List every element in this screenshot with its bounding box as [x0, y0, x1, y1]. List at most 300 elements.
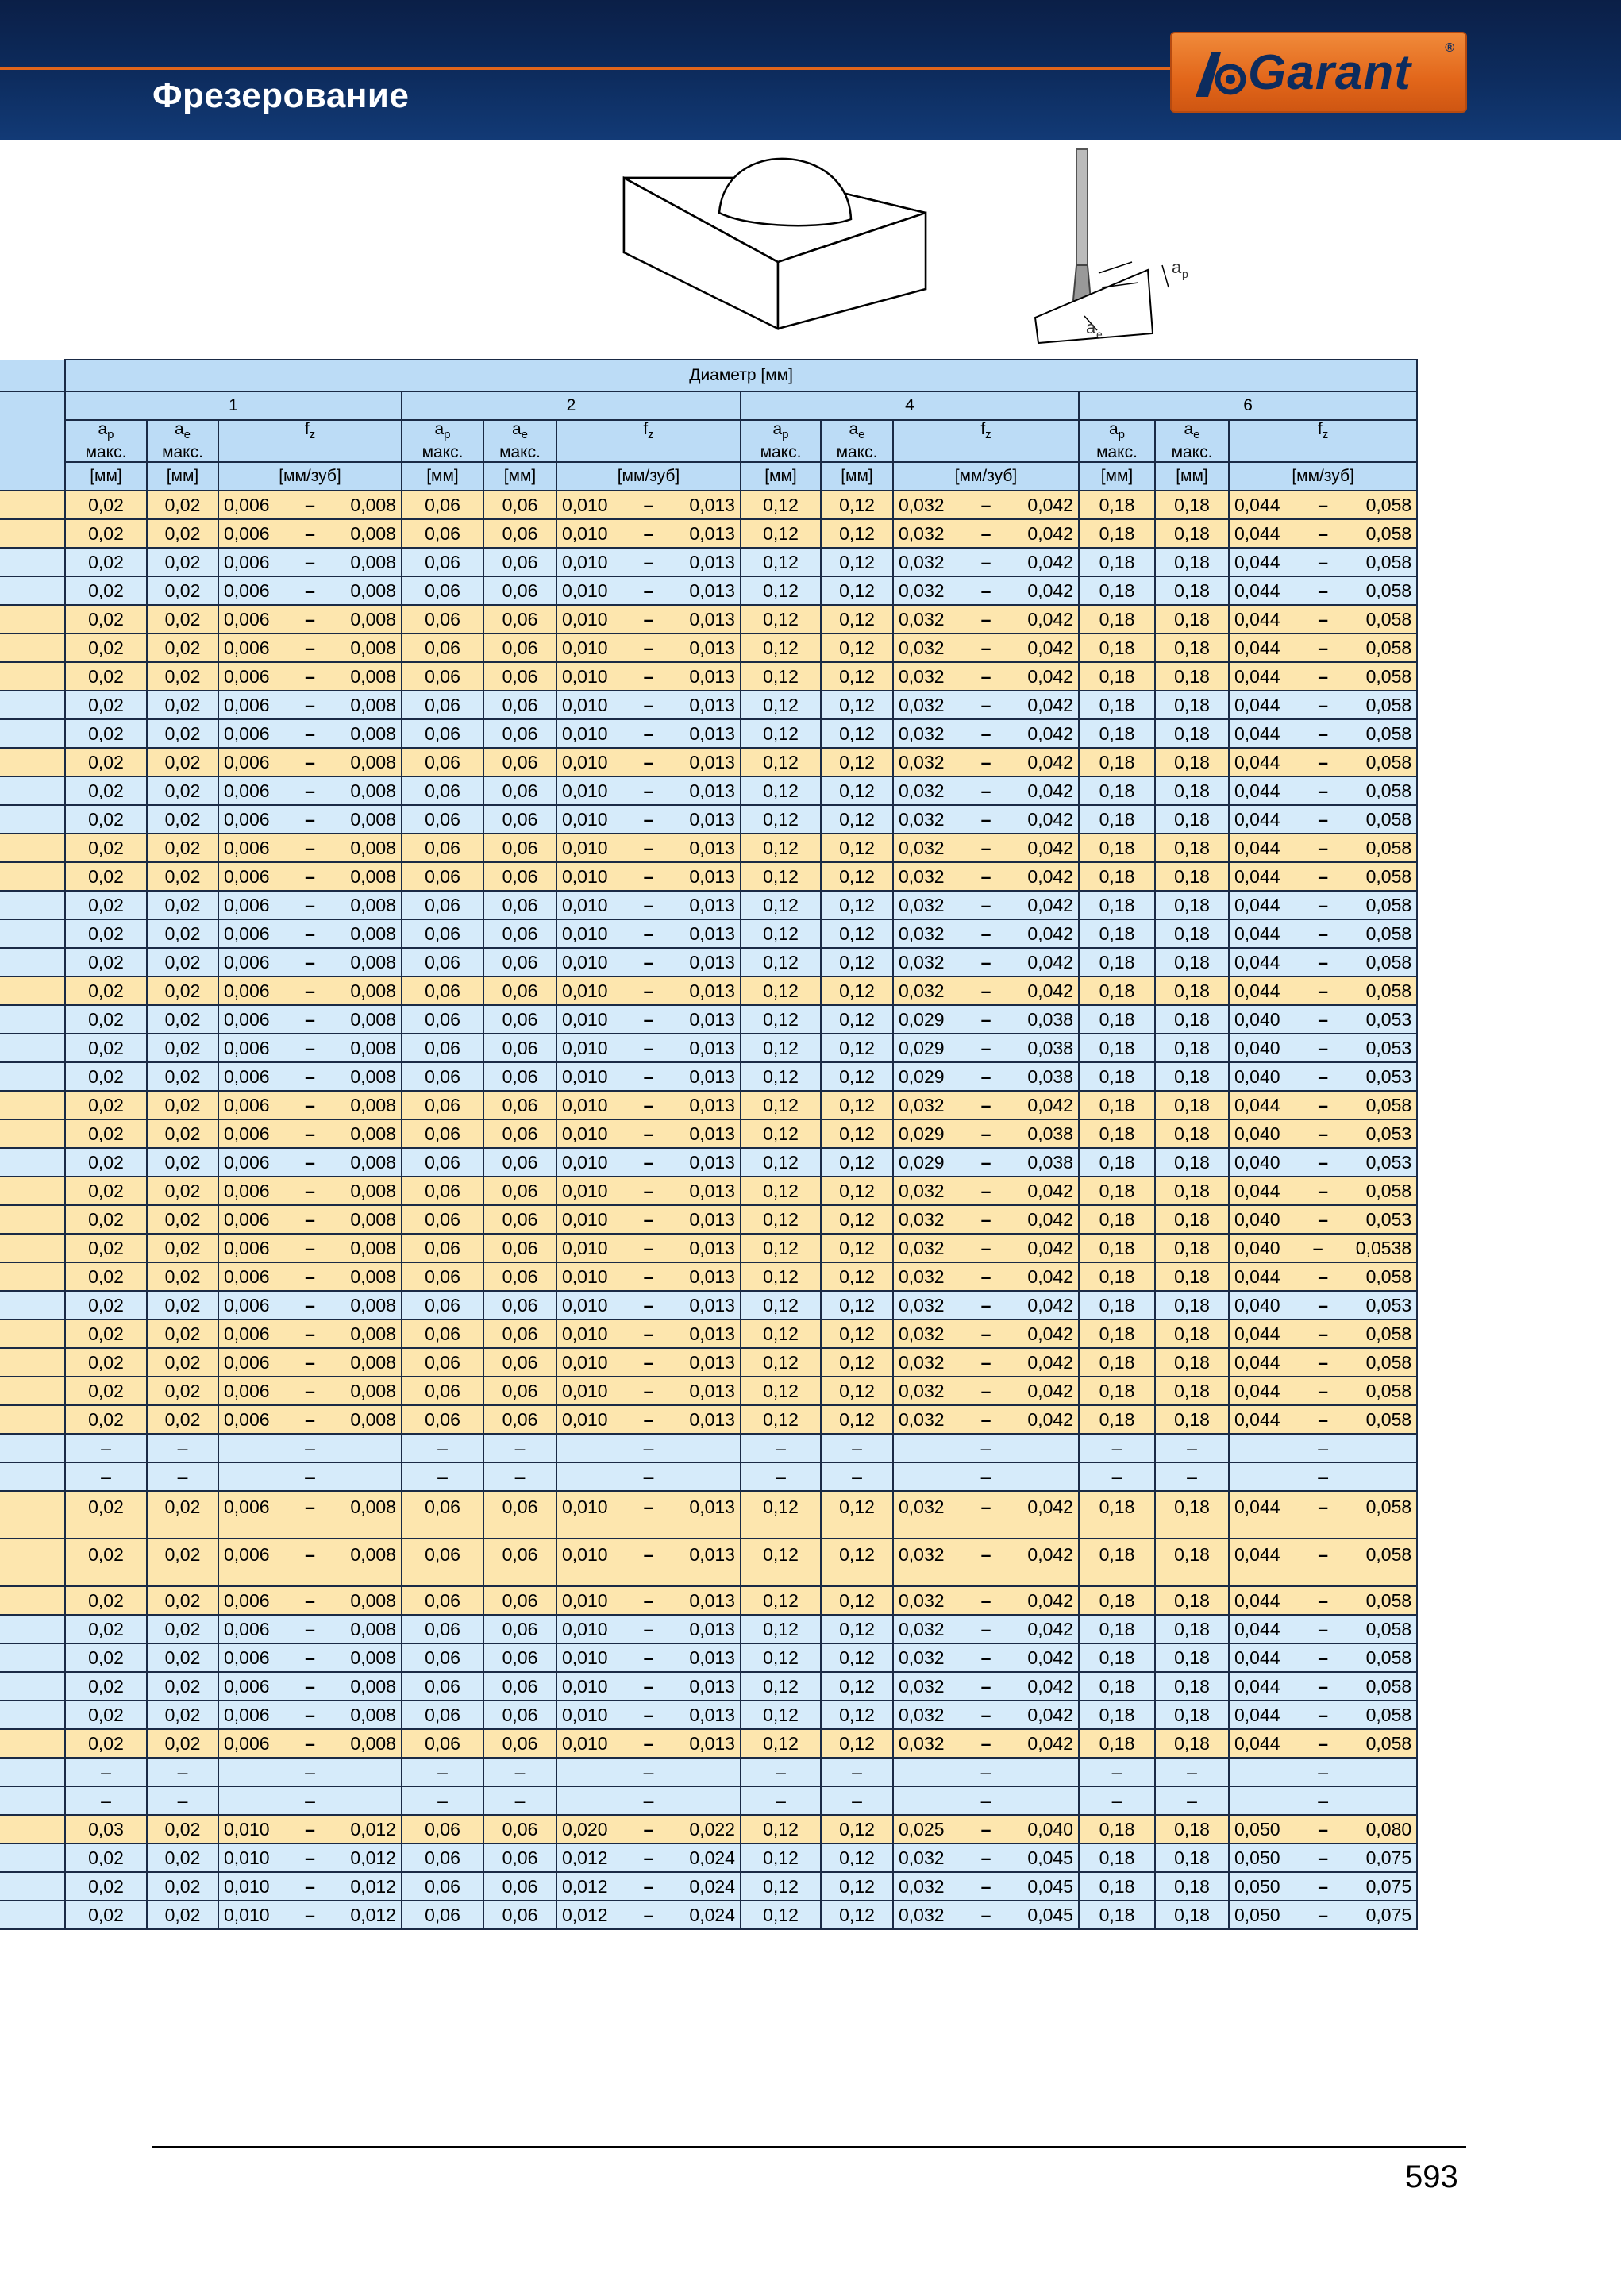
ae-cell: 0,02 [147, 1701, 218, 1729]
fz-cell: 0,006 – 0,008 [218, 1119, 402, 1148]
ae-cell: 0,12 [821, 1348, 893, 1377]
ap-cell: 0,18 [1079, 576, 1155, 605]
ap-cell: 0,06 [402, 919, 483, 948]
fz-cell: 0,032 – 0,042 [893, 1643, 1079, 1672]
ap-cell: 0,06 [402, 1643, 483, 1672]
fz-cell: – [218, 1758, 402, 1786]
ap-cell: 0,02 [65, 1091, 147, 1119]
ae-cell: 0,06 [483, 1672, 556, 1701]
ae-cell: 0,02 [147, 1843, 218, 1872]
ap-cell: 0,18 [1079, 1234, 1155, 1262]
ae-cell: 0,06 [483, 1148, 556, 1177]
fz-cell: 0,006 – 0,008 [218, 548, 402, 576]
row-stub [0, 1491, 65, 1539]
fz-cell: 0,044 – 0,058 [1229, 1405, 1417, 1434]
ae-cell: 0,02 [147, 1815, 218, 1843]
row-stub [0, 1729, 65, 1758]
ae-cell: 0,02 [147, 1119, 218, 1148]
ae-cell: 0,18 [1155, 1148, 1229, 1177]
table-row [0, 748, 1417, 776]
ae-cell: 0,12 [821, 1872, 893, 1901]
row-stub [0, 1901, 65, 1929]
table-row [0, 977, 1417, 1005]
fz-cell: 0,010 – 0,013 [556, 748, 741, 776]
ae-cell: 0,18 [1155, 1205, 1229, 1234]
ap-cell: 0,06 [402, 1672, 483, 1701]
ap-cell: 0,02 [65, 834, 147, 862]
fz-cell: 0,010 – 0,013 [556, 891, 741, 919]
fz-cell: 0,012 – 0,024 [556, 1872, 741, 1901]
ap-cell: 0,06 [402, 1815, 483, 1843]
unit-mm-header: [мм] [1155, 462, 1229, 491]
ae-cell: 0,18 [1155, 576, 1229, 605]
fz-header: $f_z$ [893, 420, 1079, 462]
ae-cell: – [483, 1758, 556, 1786]
row-stub [0, 1062, 65, 1091]
ap-cell: 0,18 [1079, 1872, 1155, 1901]
feed-rate-table [0, 359, 1418, 1930]
fz-cell: 0,044 – 0,058 [1229, 1586, 1417, 1615]
ae-cell: 0,02 [147, 891, 218, 919]
ae-cell: 0,12 [821, 1262, 893, 1291]
ap-cell: 0,12 [741, 1539, 821, 1586]
fz-cell: 0,040 – 0,053 [1229, 1148, 1417, 1177]
fz-cell: – [556, 1462, 741, 1491]
ap-cell: 0,18 [1079, 1348, 1155, 1377]
ae-cell: 0,06 [483, 1491, 556, 1539]
fz-cell: – [893, 1462, 1079, 1491]
fz-cell: 0,010 – 0,012 [218, 1872, 402, 1901]
row-stub [0, 1091, 65, 1119]
fz-cell: 0,032 – 0,042 [893, 634, 1079, 662]
ap-cell: – [741, 1462, 821, 1491]
fz-cell: 0,032 – 0,042 [893, 1491, 1079, 1539]
ae-cell: 0,02 [147, 519, 218, 548]
ap-cell: 0,02 [65, 977, 147, 1005]
fz-cell: – [556, 1758, 741, 1786]
ae-cell: 0,18 [1155, 748, 1229, 776]
ap-cell: 0,06 [402, 1901, 483, 1929]
ae-cell: 0,06 [483, 548, 556, 576]
fz-cell: 0,010 – 0,013 [556, 1205, 741, 1234]
ae-cell: 0,06 [483, 1643, 556, 1672]
ap-cell: 0,18 [1079, 1901, 1155, 1929]
ae-cell: 0,06 [483, 977, 556, 1005]
ap-cell: 0,02 [65, 748, 147, 776]
fz-cell: 0,050 – 0,075 [1229, 1872, 1417, 1901]
row-stub [0, 1786, 65, 1815]
ap-cell: 0,02 [65, 519, 147, 548]
fz-cell: 0,044 – 0,058 [1229, 1615, 1417, 1643]
row-stub [0, 1815, 65, 1843]
ap-cell: 0,18 [1079, 1034, 1155, 1062]
table-row [0, 662, 1417, 691]
ae-cell: 0,12 [821, 519, 893, 548]
ap-cell: 0,06 [402, 1205, 483, 1234]
row-stub [0, 1262, 65, 1291]
ae-cell: 0,12 [821, 662, 893, 691]
ae-cell: 0,18 [1155, 1672, 1229, 1701]
ae-cell: 0,18 [1155, 1815, 1229, 1843]
ae-cell: 0,18 [1155, 634, 1229, 662]
ae-cell: 0,18 [1155, 1901, 1229, 1929]
ap-cell: 0,06 [402, 1872, 483, 1901]
ae-cell: 0,12 [821, 1205, 893, 1234]
fz-cell: 0,044 – 0,058 [1229, 519, 1417, 548]
ap-cell: 0,12 [741, 691, 821, 719]
ae-cell: 0,12 [821, 1234, 893, 1262]
unit-mm-header: [мм] [402, 462, 483, 491]
ae-cell: 0,12 [821, 605, 893, 634]
fz-cell: 0,006 – 0,008 [218, 491, 402, 519]
ae-cell: 0,06 [483, 662, 556, 691]
ap-cell: 0,06 [402, 1234, 483, 1262]
ap-cell: 0,02 [65, 576, 147, 605]
fz-cell: 0,032 – 0,042 [893, 1234, 1079, 1262]
ap-cell: 0,12 [741, 1405, 821, 1434]
fz-cell: – [893, 1434, 1079, 1462]
ap-cell: 0,06 [402, 1348, 483, 1377]
fz-cell: 0,010 – 0,012 [218, 1843, 402, 1872]
ap-cell: 0,06 [402, 977, 483, 1005]
fz-cell: 0,006 – 0,008 [218, 519, 402, 548]
unit-mm-header: [мм] [1079, 462, 1155, 491]
ap-cell: 0,12 [741, 519, 821, 548]
ae-cell: 0,12 [821, 805, 893, 834]
ae-cell: 0,12 [821, 1177, 893, 1205]
ae-cell: 0,12 [821, 948, 893, 977]
ap-cell: 0,06 [402, 576, 483, 605]
fz-cell: 0,032 – 0,042 [893, 862, 1079, 891]
fz-cell: 0,032 – 0,042 [893, 1539, 1079, 1586]
fz-cell: 0,010 – 0,013 [556, 805, 741, 834]
fz-cell: 0,032 – 0,042 [893, 491, 1079, 519]
ap-cell: 0,06 [402, 1148, 483, 1177]
fz-cell: 0,006 – 0,008 [218, 1491, 402, 1539]
ae-label: a [1086, 318, 1096, 337]
fz-cell: 0,010 – 0,013 [556, 1319, 741, 1348]
row-stub [0, 1119, 65, 1148]
ap-cell: – [1079, 1462, 1155, 1491]
unit-mm-header: [мм] [821, 462, 893, 491]
ap-cell: 0,18 [1079, 1205, 1155, 1234]
fz-cell: 0,044 – 0,058 [1229, 776, 1417, 805]
ae-cell: 0,18 [1155, 834, 1229, 862]
row-stub [0, 862, 65, 891]
row-stub [0, 748, 65, 776]
fz-cell: 0,010 – 0,013 [556, 1091, 741, 1119]
ae-cell: 0,06 [483, 948, 556, 977]
ap-cell: 0,06 [402, 691, 483, 719]
ap-cell: 0,12 [741, 1148, 821, 1177]
fz-cell: 0,006 – 0,008 [218, 977, 402, 1005]
fz-cell: 0,012 – 0,024 [556, 1843, 741, 1872]
ap-cell: 0,18 [1079, 748, 1155, 776]
ap-cell: 0,02 [65, 1615, 147, 1643]
ap-cell: 0,18 [1079, 776, 1155, 805]
ap-cell: 0,02 [65, 1872, 147, 1901]
ap-cell: 0,06 [402, 1729, 483, 1758]
ae-cell: 0,02 [147, 1262, 218, 1291]
ae-cell: 0,06 [483, 1205, 556, 1234]
table-row [0, 1377, 1417, 1405]
ae-cell: 0,06 [483, 805, 556, 834]
fz-cell: 0,032 – 0,042 [893, 1091, 1079, 1119]
ap-cell: 0,02 [65, 1262, 147, 1291]
ap-cell: 0,12 [741, 1262, 821, 1291]
fz-cell: 0,010 – 0,013 [556, 1615, 741, 1643]
fz-cell: 0,044 – 0,058 [1229, 1348, 1417, 1377]
fz-cell: 0,010 – 0,013 [556, 1643, 741, 1672]
logo-registered-mark: ® [1445, 41, 1454, 55]
ae-cell: 0,06 [483, 1348, 556, 1377]
page-number: 593 [1405, 2159, 1458, 2194]
ae-cell: 0,18 [1155, 1539, 1229, 1586]
ae-cell: 0,02 [147, 748, 218, 776]
row-stub [0, 1872, 65, 1901]
fz-cell: 0,010 – 0,013 [556, 776, 741, 805]
ae-cell: 0,18 [1155, 1615, 1229, 1643]
fz-cell: 0,032 – 0,042 [893, 891, 1079, 919]
fz-cell: 0,006 – 0,008 [218, 1091, 402, 1119]
fz-cell: – [218, 1786, 402, 1815]
fz-cell: 0,010 – 0,013 [556, 1148, 741, 1177]
ap-cell: 0,12 [741, 1062, 821, 1091]
fz-cell: 0,044 – 0,058 [1229, 1177, 1417, 1205]
ap-cell: 0,06 [402, 776, 483, 805]
row-stub [0, 1177, 65, 1205]
ae-cell: 0,12 [821, 1062, 893, 1091]
ap-cell: 0,02 [65, 919, 147, 948]
table-row [0, 1729, 1417, 1758]
ae-cell: 0,18 [1155, 776, 1229, 805]
ae-cell: – [1155, 1434, 1229, 1462]
row-stub [0, 1377, 65, 1405]
ae-cell: 0,18 [1155, 1643, 1229, 1672]
ap-max-header: $a_p$ макс. [741, 420, 821, 462]
table-row [0, 1434, 1417, 1462]
ae-cell: 0,12 [821, 576, 893, 605]
ae-cell: 0,12 [821, 1815, 893, 1843]
ae-cell: 0,02 [147, 491, 218, 519]
ap-cell: 0,06 [402, 1405, 483, 1434]
diameter-4-header: 4 [741, 391, 1079, 420]
ap-cell: 0,02 [65, 776, 147, 805]
ap-cell: 0,12 [741, 1643, 821, 1672]
table-row [0, 1177, 1417, 1205]
fz-cell: 0,006 – 0,008 [218, 748, 402, 776]
table-row [0, 919, 1417, 948]
fz-cell: 0,010 – 0,012 [218, 1901, 402, 1929]
ae-cell: 0,06 [483, 634, 556, 662]
ae-cell: 0,02 [147, 1005, 218, 1034]
table-row [0, 1205, 1417, 1234]
ap-cell: 0,06 [402, 1843, 483, 1872]
fz-cell: 0,044 – 0,058 [1229, 691, 1417, 719]
ap-cell: 0,18 [1079, 862, 1155, 891]
fz-cell: 0,010 – 0,013 [556, 691, 741, 719]
ae-cell: 0,02 [147, 1405, 218, 1434]
ap-cell: 0,18 [1079, 977, 1155, 1005]
table-row [0, 1091, 1417, 1119]
workpiece-dome-illustration [611, 143, 945, 349]
ap-cell: – [65, 1462, 147, 1491]
ae-cell: 0,18 [1155, 1872, 1229, 1901]
ae-cell: – [147, 1758, 218, 1786]
ap-cell: 0,02 [65, 1901, 147, 1929]
ae-cell: 0,12 [821, 1377, 893, 1405]
table-row [0, 1319, 1417, 1348]
ap-cell: 0,18 [1079, 1262, 1155, 1291]
fz-cell: 0,010 – 0,013 [556, 605, 741, 634]
fz-cell: 0,010 – 0,013 [556, 977, 741, 1005]
garant-logo [1170, 32, 1467, 113]
ae-cell: 0,12 [821, 491, 893, 519]
ap-cell: – [402, 1758, 483, 1786]
ap-cell: 0,12 [741, 1672, 821, 1701]
fz-cell: 0,006 – 0,008 [218, 948, 402, 977]
ap-cell: 0,12 [741, 491, 821, 519]
fz-cell: 0,010 – 0,013 [556, 1701, 741, 1729]
fz-cell: 0,010 – 0,013 [556, 862, 741, 891]
ap-cell: 0,02 [65, 548, 147, 576]
ap-cell: 0,18 [1079, 1062, 1155, 1091]
ae-cell: 0,18 [1155, 1843, 1229, 1872]
fz-cell: 0,032 – 0,042 [893, 1291, 1079, 1319]
ae-cell: – [147, 1786, 218, 1815]
ap-cell: – [65, 1786, 147, 1815]
ae-cell: 0,06 [483, 1062, 556, 1091]
table-row [0, 491, 1417, 519]
ap-cell: 0,02 [65, 948, 147, 977]
row-stub [0, 1291, 65, 1319]
fz-cell: 0,044 – 0,058 [1229, 891, 1417, 919]
ap-cell: 0,02 [65, 1177, 147, 1205]
fz-cell: 0,006 – 0,008 [218, 1729, 402, 1758]
ap-cell: 0,12 [741, 1901, 821, 1929]
fz-cell: 0,040 – 0,053 [1229, 1034, 1417, 1062]
fz-cell: 0,006 – 0,008 [218, 1586, 402, 1615]
ap-cell: 0,06 [402, 805, 483, 834]
fz-cell: 0,032 – 0,042 [893, 1586, 1079, 1615]
table-row [0, 1405, 1417, 1434]
ap-cell: 0,06 [402, 1262, 483, 1291]
ae-cell: 0,12 [821, 1672, 893, 1701]
ap-cell: 0,02 [65, 1148, 147, 1177]
ap-cell: 0,06 [402, 948, 483, 977]
ap-cell: 0,06 [402, 719, 483, 748]
fz-header: $f_z$ [1229, 420, 1417, 462]
table-row [0, 1234, 1417, 1262]
ap-cell: 0,12 [741, 977, 821, 1005]
table-row [0, 1005, 1417, 1034]
fz-cell: 0,044 – 0,058 [1229, 748, 1417, 776]
ap-cell: 0,18 [1079, 1539, 1155, 1586]
ap-cell: 0,12 [741, 1348, 821, 1377]
diameter-header: Диаметр [мм] [65, 360, 1417, 391]
fz-cell: 0,040 – 0,053 [1229, 1205, 1417, 1234]
fz-cell: 0,032 – 0,042 [893, 548, 1079, 576]
ap-cell: 0,06 [402, 519, 483, 548]
fz-cell: 0,006 – 0,008 [218, 1034, 402, 1062]
ae-cell: 0,02 [147, 1291, 218, 1319]
fz-cell: 0,010 – 0,013 [556, 634, 741, 662]
ae-cell: 0,06 [483, 834, 556, 862]
ae-cell: 0,12 [821, 1319, 893, 1348]
ae-cell: 0,12 [821, 862, 893, 891]
ap-cell: 0,02 [65, 1291, 147, 1319]
table-row [0, 719, 1417, 748]
ae-cell: 0,18 [1155, 1405, 1229, 1434]
fz-cell: 0,010 – 0,012 [218, 1815, 402, 1843]
table-row [0, 1586, 1417, 1615]
ae-cell: 0,18 [1155, 891, 1229, 919]
fz-cell: 0,032 – 0,042 [893, 691, 1079, 719]
cutter-engagement-illustration [1029, 146, 1211, 349]
ap-cell: 0,12 [741, 1119, 821, 1148]
fz-cell: 0,006 – 0,008 [218, 719, 402, 748]
row-stub [0, 805, 65, 834]
fz-cell: 0,012 – 0,024 [556, 1901, 741, 1929]
table-row [0, 1872, 1417, 1901]
ap-max-header: $a_p$ макс. [1079, 420, 1155, 462]
ap-cell: 0,18 [1079, 1729, 1155, 1758]
ap-cell: – [1079, 1758, 1155, 1786]
fz-cell: 0,032 – 0,045 [893, 1901, 1079, 1929]
fz-cell: 0,010 – 0,013 [556, 662, 741, 691]
table-row [0, 1615, 1417, 1643]
ae-cell: 0,12 [821, 1901, 893, 1929]
ae-cell: 0,12 [821, 891, 893, 919]
ae-cell: 0,02 [147, 634, 218, 662]
ae-cell: – [1155, 1462, 1229, 1491]
row-stub [0, 1462, 65, 1491]
ap-cell: 0,02 [65, 1672, 147, 1701]
ae-cell: 0,02 [147, 605, 218, 634]
ap-cell: 0,18 [1079, 805, 1155, 834]
ap-cell: 0,02 [65, 1034, 147, 1062]
ap-cell: 0,12 [741, 1615, 821, 1643]
fz-cell: 0,010 – 0,013 [556, 919, 741, 948]
fz-cell: 0,006 – 0,008 [218, 1643, 402, 1672]
ap-cell: 0,12 [741, 1205, 821, 1234]
ap-cell: 0,06 [402, 1615, 483, 1643]
ap-cell: 0,06 [402, 634, 483, 662]
table-row [0, 1901, 1417, 1929]
fz-cell: 0,044 – 0,058 [1229, 1491, 1417, 1539]
ap-cell: 0,18 [1079, 719, 1155, 748]
ae-cell: 0,02 [147, 1729, 218, 1758]
ap-cell: – [65, 1758, 147, 1786]
table-row [0, 1034, 1417, 1062]
fz-cell: 0,006 – 0,008 [218, 1234, 402, 1262]
fz-cell: 0,006 – 0,008 [218, 1539, 402, 1586]
ap-cell: 0,06 [402, 548, 483, 576]
row-stub [0, 1539, 65, 1586]
ap-cell: 0,12 [741, 1091, 821, 1119]
ae-cell: 0,18 [1155, 1729, 1229, 1758]
ae-max-header: $a_e$ макс. [821, 420, 893, 462]
fz-cell: – [556, 1434, 741, 1462]
ap-cell: – [65, 1434, 147, 1462]
ap-cell: 0,12 [741, 776, 821, 805]
ap-cell: 0,18 [1079, 605, 1155, 634]
ae-cell: 0,06 [483, 1091, 556, 1119]
fz-cell: 0,032 – 0,042 [893, 1672, 1079, 1701]
table-row [0, 1462, 1417, 1491]
fz-cell: 0,006 – 0,008 [218, 576, 402, 605]
row-stub [0, 634, 65, 662]
